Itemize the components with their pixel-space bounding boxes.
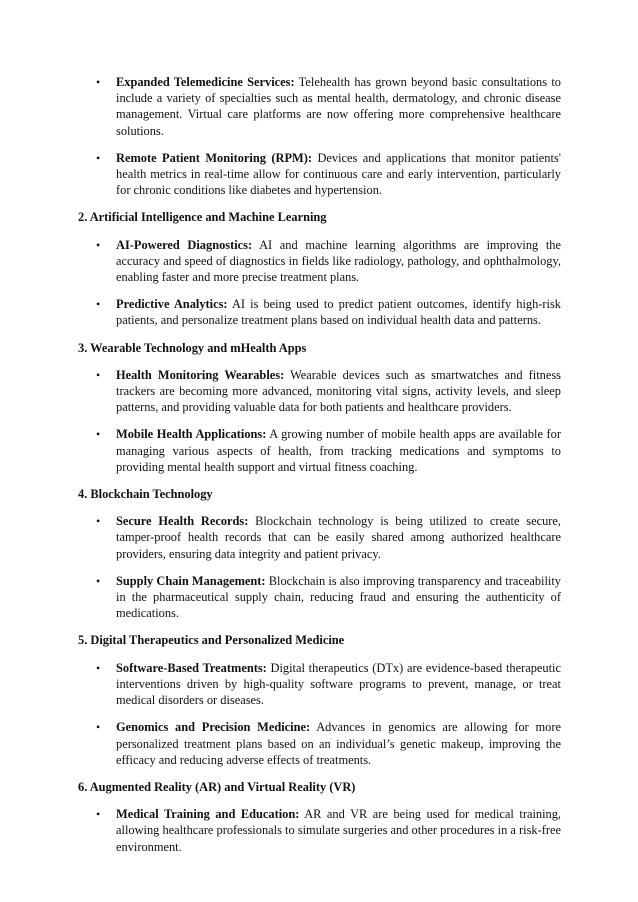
item-text: Wearable devices such as smartwatches and fitness trackers are becoming more advanced, monitoring vital signs, activity levels, and sleep patterns, and providing valuable data for both patients and healthcare providers. [116,367,561,415]
bullet-icon: • [96,427,101,442]
item-text: A growing number of mobile health apps are available for managing various aspects of health, from tracking medications and symptoms to providing mental health support and virtual fitness coaching. [116,427,561,474]
bullet-list-ai [78,237,561,329]
section-heading: 4. Blockchain Technology [78,487,213,502]
item-term: Secure Health Records: [116,514,249,529]
bullet-list-therapeutics [78,660,561,768]
bullet-icon: • [96,297,101,312]
item-term: Software-Based Treatments: [116,660,267,675]
item-text: AI is being used to predict patient outcomes, identify high-risk patients, and personalize treatment plans based on individual health data and patterns. [116,297,561,328]
item-text: Digital therapeutics (DTx) are evidence-based therapeutic interventions driven by high-quality software programs to prevent, manage, or treat medical disorders or diseases. [116,660,561,708]
item-term: Genomics and Precision Medicine: [116,720,311,735]
item-text: Devices and applications that monitor patients' health metrics in real-time allow for continuous care and early intervention, particularly for chronic conditions like diabetes and hypertension. [116,150,561,198]
section-heading: 6. Augmented Reality (AR) and Virtual Reality (VR) [78,779,356,794]
bullet-icon: • [96,237,101,252]
list-item [78,573,561,622]
bullet-list-ar-vr [78,806,561,855]
list-item [78,426,561,475]
bullet-icon: • [96,514,101,529]
list-item [78,719,561,768]
list-item [78,660,561,709]
bullet-icon: • [96,367,101,382]
bullet-icon: • [96,573,101,588]
list-item [78,74,561,139]
bullet-icon: • [96,75,101,89]
section-heading: 2. Artificial Intelligence and Machine Learning [78,210,327,225]
bullet-list-blockchain [78,513,561,621]
item-term: AI-Powered Diagnostics: [116,237,253,252]
item-term: Remote Patient Monitoring (RPM): [116,150,312,165]
item-term: Health Monitoring Wearables: [116,367,285,382]
item-text: AI and machine learning algorithms are improving the accuracy and speed of diagnostics in fields like radiology, pathology, and ophthalmology, enabling faster and more precise treatment plans. [116,237,562,285]
item-term: Mobile Health Applications: [116,427,267,442]
bullet-list-telehealth [78,74,561,198]
item-term: Supply Chain Management: [116,573,266,588]
bullet-icon: • [96,720,101,735]
list-item [78,513,561,562]
item-term: Predictive Analytics: [116,297,228,312]
bullet-icon: • [96,150,101,165]
list-item [78,150,561,199]
bullet-icon: • [96,807,101,822]
list-item [78,237,561,286]
item-term: Expanded Telemedicine Services: [116,75,295,89]
list-item [78,296,561,328]
item-text: AR and VR are being used for medical training, allowing healthcare professionals to simulate surgeries and other procedures in a risk-free environment. [116,807,562,854]
item-text: Blockchain is also improving transparency and traceability in the pharmaceutical supply chain, reducing fraud and ensuring the authenticity of medications. [116,573,561,621]
list-item [78,806,561,855]
bullet-list-wearables [78,367,561,475]
section-heading: 5. Digital Therapeutics and Personalized Medicine [78,633,345,648]
section-heading: 3. Wearable Technology and mHealth Apps [78,340,307,355]
item-text: Advances in genomics are allowing for more personalized treatment plans based on an individual’s genetic makeup, improving the efficacy and reducing adverse effects of treatments. [116,720,561,767]
item-text: Telehealth has grown beyond basic consultations to include a variety of specialties such as mental health, dermatology, and chronic disease management. Virtual care platforms are now offering more comprehensive healthcare solutions. [116,75,561,138]
bullet-icon: • [96,660,101,675]
item-term: Medical Training and Education: [116,807,300,822]
list-item [78,367,561,416]
item-text: Blockchain technology is being utilized to create secure, tamper-proof health records that can be easily shared among authorized healthcare providers, ensuring data integrity and patient privacy. [116,514,561,561]
